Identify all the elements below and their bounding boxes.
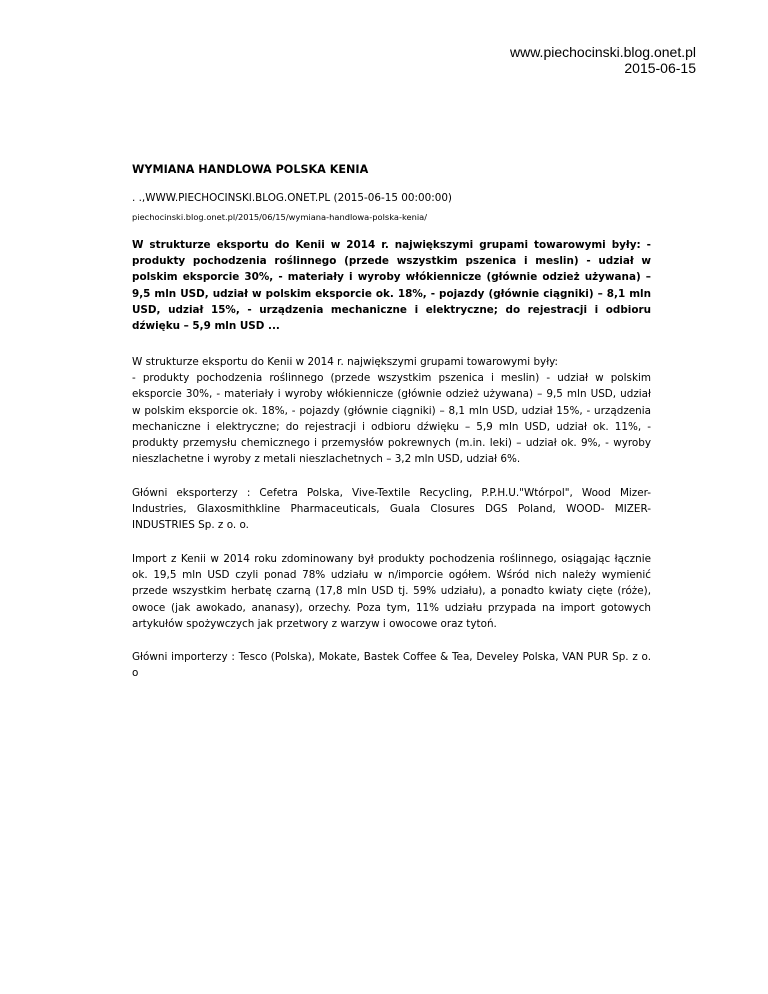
header-site-url: www.piechocinski.blog.onet.pl bbox=[510, 44, 696, 60]
page-header bbox=[510, 44, 696, 76]
article-body bbox=[132, 162, 651, 699]
paragraph-importers: Główni importerzy : Tesco (Polska), Mokate, Bastek Coffee & Tea, Develey Polska, VAN PUR Sp. z o. o bbox=[132, 651, 651, 680]
source-line: . .,WWW.PIECHOCINSKI.BLOG.ONET.PL (2015-06-15 00:00:00) bbox=[132, 192, 452, 205]
paragraph-export-structure bbox=[132, 354, 651, 468]
header-date: 2015-06-15 bbox=[624, 60, 696, 76]
article-title: WYMIANA HANDLOWA POLSKA KENIA bbox=[132, 163, 369, 176]
paragraph-export-intro: W strukturze eksportu do Kenii w 2014 r. największymi grupami towarowymi były: bbox=[132, 355, 559, 368]
article-url: piechocinski.blog.onet.pl/2015/06/15/wymiana-handlowa-polska-kenia/ bbox=[132, 211, 428, 222]
paragraph-import: Import z Kenii w 2014 roku zdominowany był produkty pochodzenia roślinnego, osiągając łącznie ok. 19,5 mln USD czyli ponad 78% udziału w n/imporcie ogółem. Wśród nich należy wymienić przede wszystkim herbatę czarną (17,8 mln USD tj. 59% udziału), a ponadto kwiaty cięte (róże), owoce (jak awokado, ananasy), orzechy. Poza tym, 11% udziału przypada na import gotowych artykułów spożywczych jak przetwory z warzyw i owocowe oraz tytoń. bbox=[132, 552, 651, 630]
article-lead: W strukturze eksportu do Kenii w 2014 r. największymi grupami towarowymi były: - produkty pochodzenia roślinnego (przede wszystkim pszenica i meslin) - udział w polskim eksporcie 30%, - materiały i wyroby włókiennicze (głównie odzież używana) – 9,5 mln USD, udział w polskim eksporcie ok. 18%, - pojazdy (głównie ciągniki) – 8,1 mln USD, udział 15%, - urządzenia mechaniczne i elektryczne; do rejestracji i odbioru dźwięku – 5,9 mln USD ... bbox=[132, 238, 651, 333]
paragraph-exporters: Główni eksporterzy : Cefetra Polska, Vive-Textile Recycling, P.P.H.U."Wtórpol", Wood Mizer-Industries, Glaxosmithkline Pharmaceuticals, Guala Closures DGS Poland, WOOD- MIZER-INDUSTRIES Sp. z o. o. bbox=[132, 486, 651, 532]
paragraph-export-items: - produkty pochodzenia roślinnego (przede wszystkim pszenica i meslin) - udział w polskim eksporcie 30%, - materiały i wyroby włókiennicze (głównie odzież używana) – 9,5 mln USD, udział w polskim eksporcie ok. 18%, - pojazdy (głównie ciągniki) – 8,1 mln USD, udział 15%, - urządzenia mechaniczne i elektryczne; do rejestracji i odbioru dźwięku – 5,9 mln USD, udział ok. 11%, - produkty przemysłu chemicznego i przemysłów pokrewnych (m.in. leki) – udział ok. 9%, - wyroby nieszlachetne i wyroby z metali nieszlachetnych – 3,2 mln USD, udział 6%. bbox=[132, 371, 651, 466]
